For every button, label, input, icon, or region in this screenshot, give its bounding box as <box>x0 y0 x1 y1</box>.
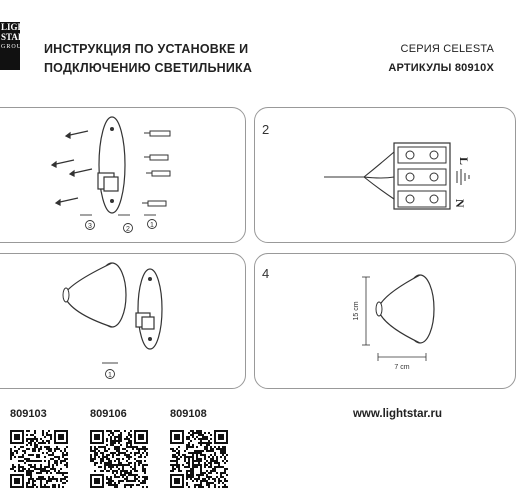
article-code-3: 809108 <box>170 408 207 420</box>
depth-dimension: 7 cm <box>394 364 410 371</box>
screw-icon <box>52 131 92 205</box>
dimensions-illustration <box>254 253 500 389</box>
series-value: CELESTA <box>443 43 494 55</box>
series-info <box>388 40 494 78</box>
lamp-attach-illustration <box>0 253 246 389</box>
step1-illustration <box>0 107 246 243</box>
article-code-2: 809106 <box>90 408 127 420</box>
brand-logo <box>0 22 31 70</box>
title-line2: ПОДКЛЮЧЕНИЮ СВЕТИЛЬНИКА <box>44 61 253 75</box>
step-circle-2: 2 <box>126 226 130 233</box>
dowel-icon <box>142 131 170 206</box>
website-link[interactable]: www.lightstar.ru <box>352 408 442 420</box>
qr-code-icon[interactable] <box>170 430 228 488</box>
logo-line2: STAR <box>1 32 25 42</box>
series-label: СЕРИЯ <box>400 43 441 55</box>
mounting-plate <box>99 117 125 213</box>
title-line1: ИНСТРУКЦИЯ ПО УСТАНОВКЕ И <box>44 42 249 56</box>
article-code-1: 809103 <box>10 408 47 420</box>
terminal-label-N: N <box>453 199 467 208</box>
page-title <box>44 40 252 78</box>
step-circle-1: 1 <box>150 222 154 229</box>
step-number-4: 4 <box>262 266 270 281</box>
qr-code-icon[interactable] <box>10 430 68 488</box>
step-circle-3: 3 <box>88 223 92 230</box>
articles-label: АРТИКУЛЫ <box>388 62 452 74</box>
articles-value: 80910X <box>454 62 494 74</box>
step-circle-1: 1 <box>108 372 112 379</box>
ground-symbol-icon <box>457 169 469 185</box>
height-dimension: 15 cm <box>353 301 360 321</box>
step-number-2: 2 <box>262 122 270 137</box>
terminal-label-L: L <box>457 157 471 166</box>
logo-line1: LIGHT <box>1 22 31 32</box>
qr-code-icon[interactable] <box>90 430 148 488</box>
logo-line3: GROUP <box>1 44 27 50</box>
wiring-diagram <box>254 107 500 243</box>
